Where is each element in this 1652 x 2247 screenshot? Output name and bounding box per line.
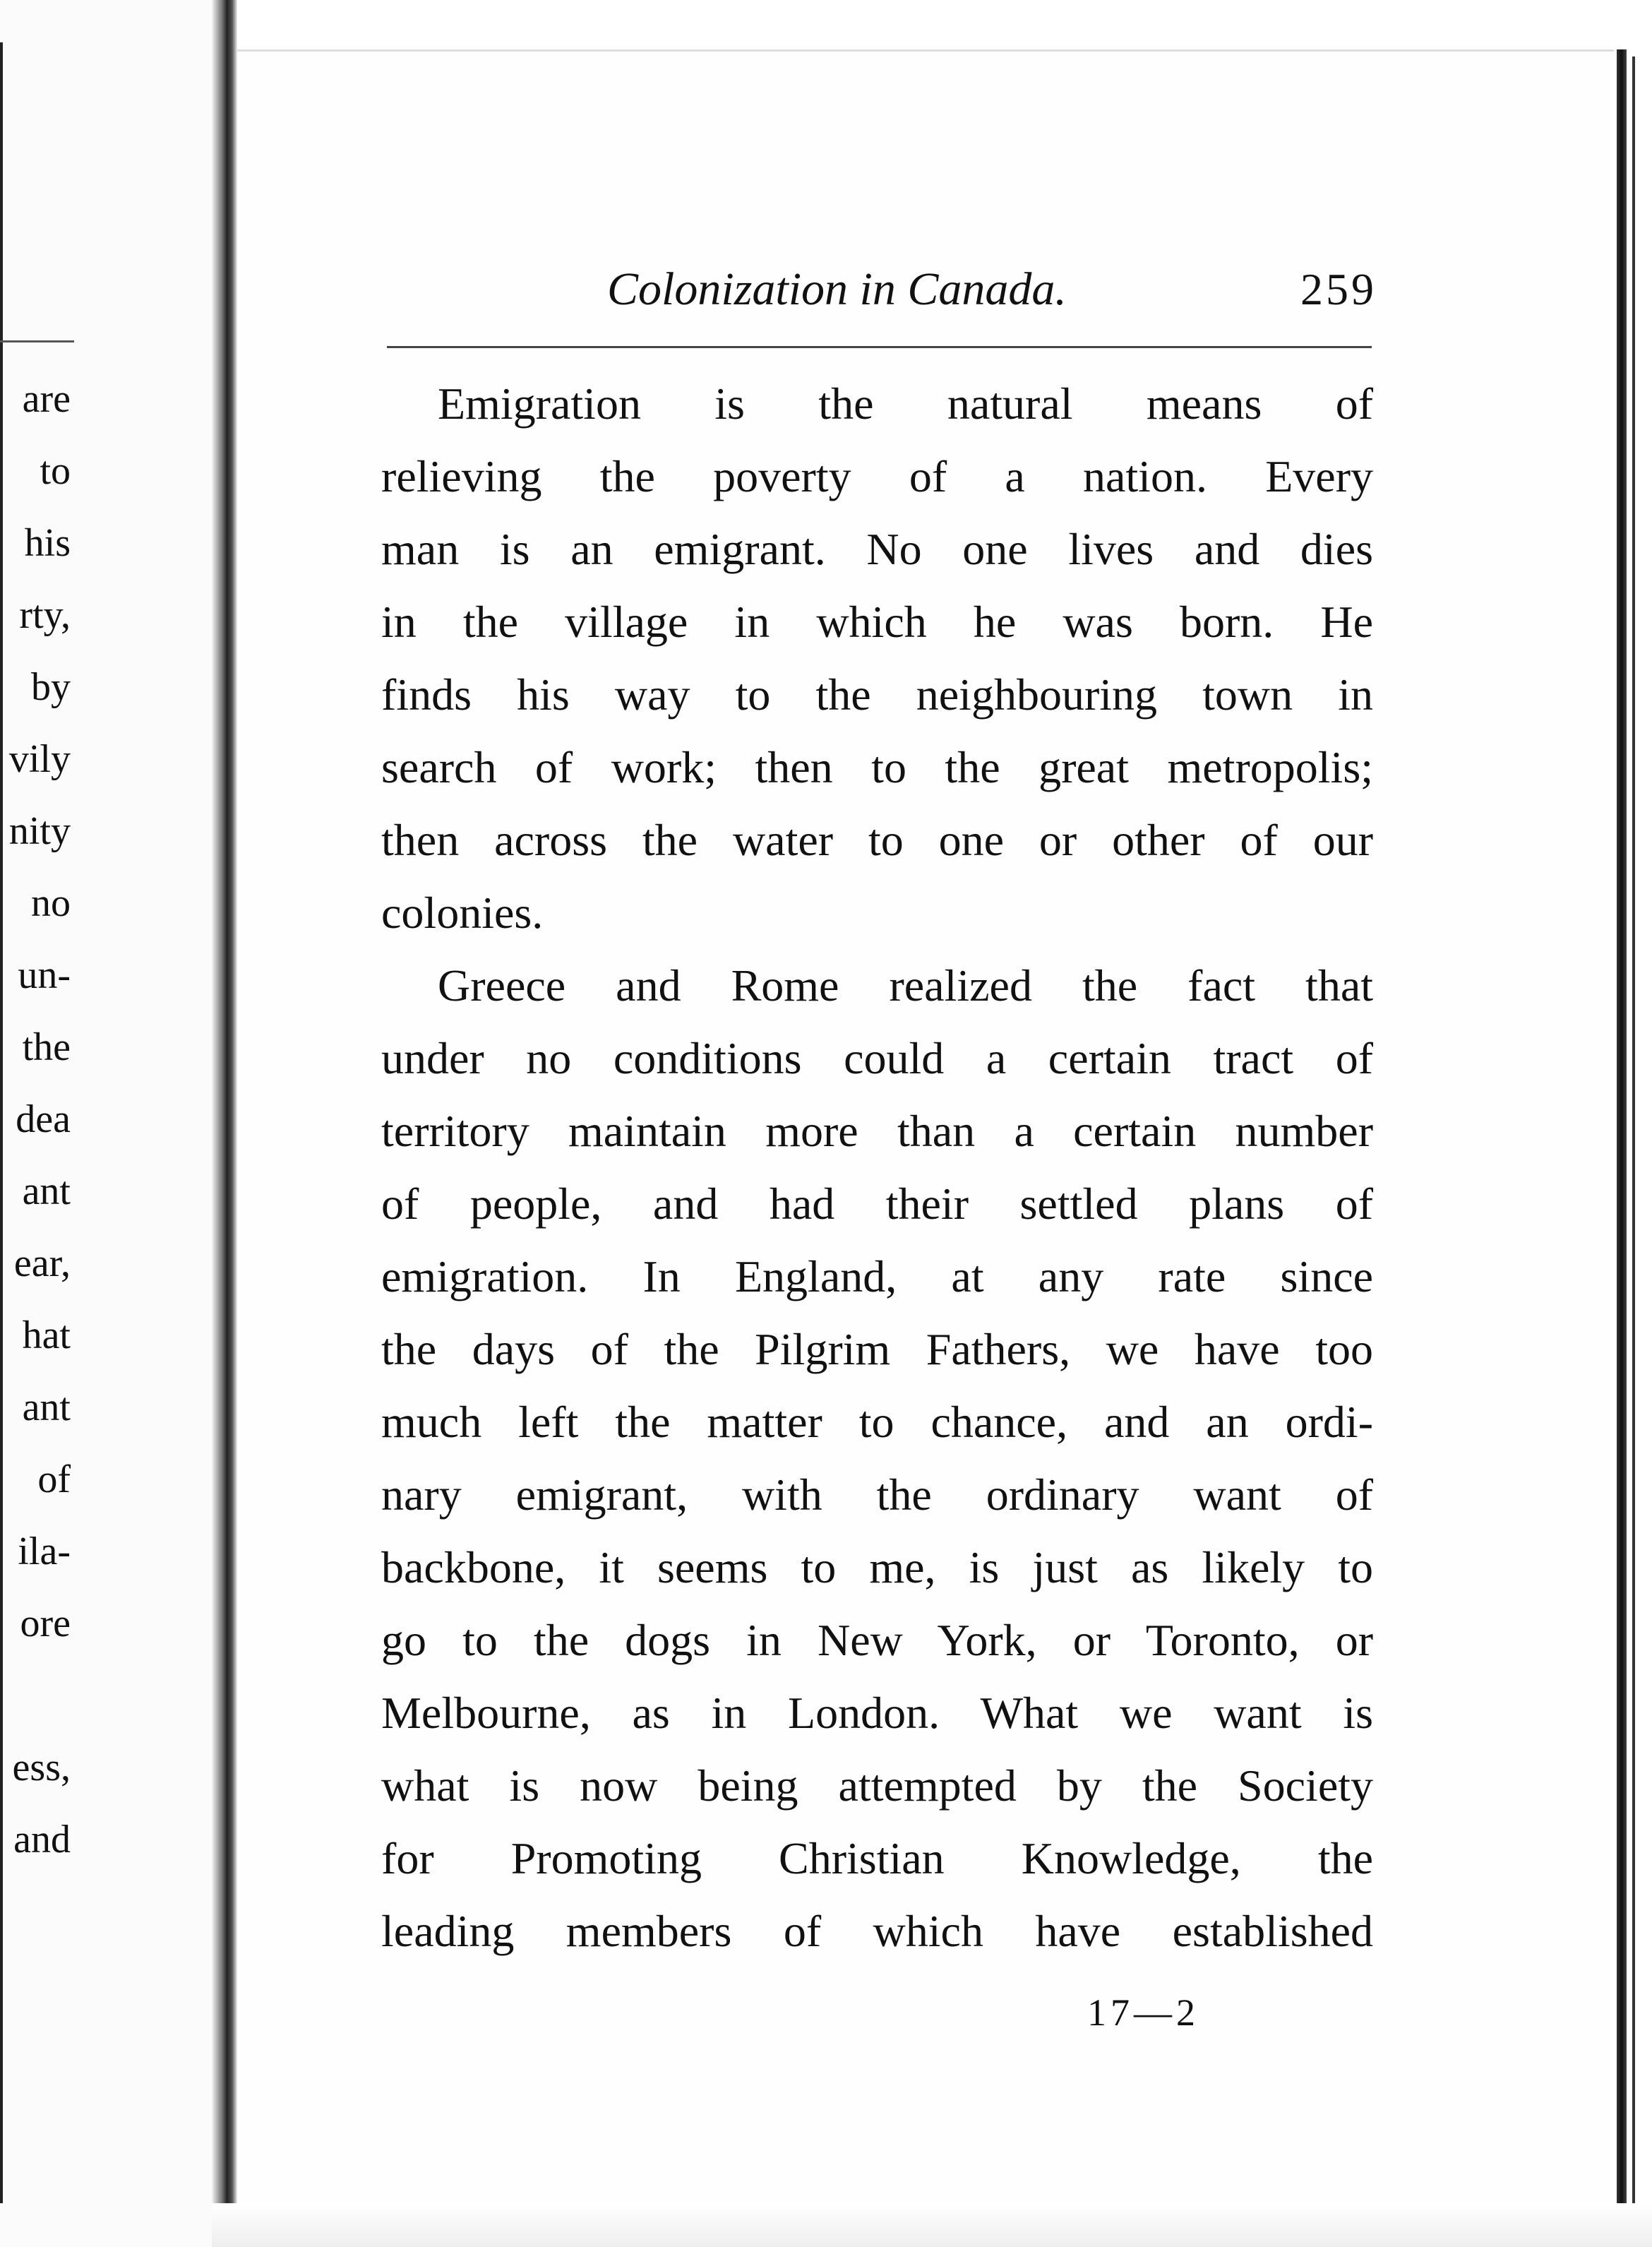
facing-page-word: ant — [22, 1169, 71, 1213]
facing-page-word: ore — [20, 1602, 71, 1645]
facing-page-word: un- — [18, 953, 71, 997]
text-line: Melbourne, as in London. What we want is — [381, 1688, 1373, 1738]
page-header — [381, 258, 1377, 335]
text-line: the days of the Pilgrim Fathers, we have too — [381, 1324, 1373, 1374]
page-edge-right — [1617, 49, 1627, 2210]
text-line: Emigration is the natural means of — [438, 379, 1373, 429]
text-line: backbone, it seems to me, is just as likely to — [381, 1542, 1373, 1592]
page-edge-outer — [1632, 56, 1635, 2217]
text-line: go to the dogs in New York, or Toronto, or — [381, 1615, 1373, 1665]
text-line: leading members of which have established — [381, 1906, 1373, 1956]
facing-page-word: ear, — [13, 1241, 71, 1285]
facing-page-word: rty, — [19, 593, 71, 637]
text-line: nary emigrant, with the ordinary want of — [381, 1470, 1373, 1520]
facing-page-fragment — [0, 0, 212, 2247]
book-gutter — [212, 0, 237, 2247]
text-line: in the village in which he was born. He — [381, 597, 1373, 647]
facing-page-word: his — [24, 521, 71, 565]
text-line: colonies. — [381, 888, 544, 938]
facing-page-word: vily — [8, 737, 71, 781]
facing-page-word: ant — [22, 1385, 71, 1429]
facing-page-word: by — [31, 665, 71, 709]
facing-page-word: ila- — [18, 1530, 71, 1573]
facing-page-word: and — [13, 1818, 71, 1861]
facing-page-word: dea — [16, 1097, 71, 1141]
facing-page-header-rule — [0, 340, 74, 342]
page-number: 259 — [1300, 264, 1377, 314]
text-line: territory maintain more than a certain number — [381, 1106, 1373, 1156]
printer-signature: 17—2 — [1087, 1991, 1199, 2034]
page-bottom-shadow — [212, 2203, 1652, 2247]
text-line: much left the matter to chance, and an ordi- — [381, 1397, 1373, 1447]
text-line: search of work; then to the great metropolis; — [381, 742, 1373, 792]
facing-page-word: ess, — [12, 1746, 71, 1789]
text-line: relieving the poverty of a nation. Every — [381, 451, 1373, 501]
paragraph — [381, 949, 1373, 1967]
header-rule — [387, 346, 1372, 348]
text-line: Greece and Rome realized the fact that — [438, 960, 1373, 1011]
facing-page-word: no — [31, 881, 71, 925]
facing-page-word: the — [22, 1025, 71, 1069]
text-line: man is an emigrant. No one lives and dies — [381, 524, 1373, 574]
facing-page-word: are — [22, 377, 71, 421]
facing-page-edge — [0, 42, 3, 2203]
paragraph — [381, 367, 1373, 949]
facing-page-word: nity — [8, 809, 71, 853]
body-text — [381, 367, 1373, 1967]
running-head: Colonization in Canada. — [607, 263, 1067, 315]
text-line: what is now being attempted by the Society — [381, 1760, 1373, 1811]
text-line: finds his way to the neighbouring town in — [381, 669, 1373, 720]
facing-page-word: to — [40, 449, 71, 493]
facing-page-word: hat — [22, 1313, 71, 1357]
text-line: for Promoting Christian Knowledge, the — [381, 1833, 1373, 1883]
text-line: then across the water to one or other of our — [381, 815, 1373, 865]
text-line: under no conditions could a certain tract of — [381, 1033, 1373, 1083]
facing-page-word: of — [37, 1458, 71, 1501]
text-line: of people, and had their settled plans of — [381, 1179, 1373, 1229]
text-line: emigration. In England, at any rate since — [381, 1251, 1373, 1301]
